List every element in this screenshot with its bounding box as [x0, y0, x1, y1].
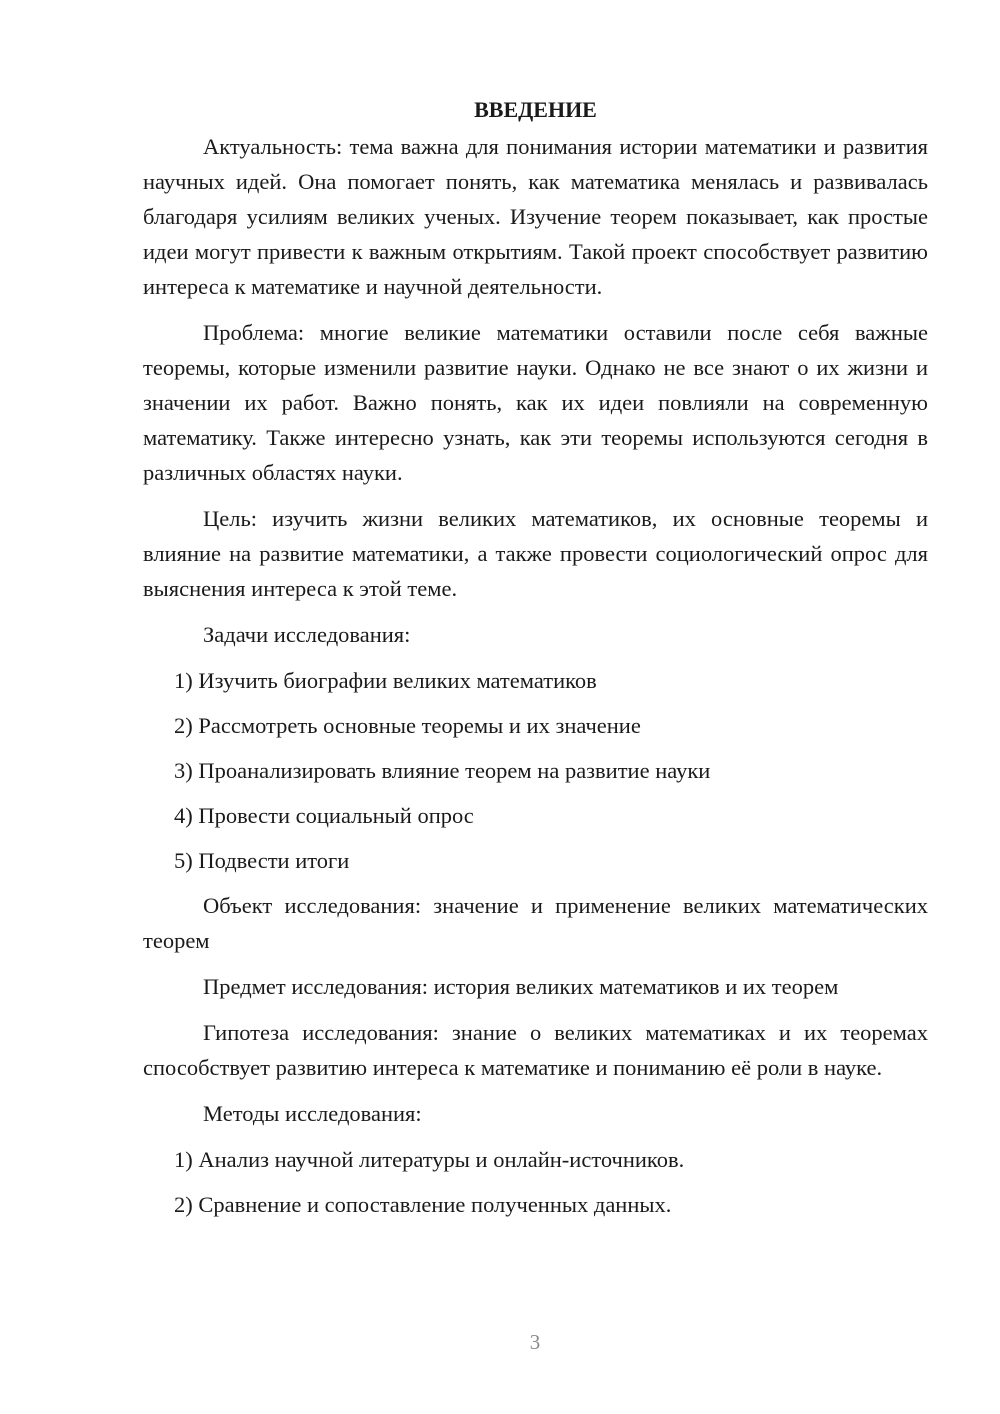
section-heading: ВВЕДЕНИЕ [474, 97, 597, 122]
hypothesis-paragraph: Гипотеза исследования: знание о великих математиках и их теоремах способствует развитию интереса к математике и пониманию её роли в науке. [143, 1020, 928, 1080]
methods-title: Методы исследования: [203, 1101, 422, 1126]
list-item: 2) Рассмотреть основные теоремы и их значение [174, 713, 641, 738]
methods-list [143, 1142, 928, 1222]
page-number: 3 [529, 1330, 541, 1354]
list-item: 2) Сравнение и сопоставление полученных данных. [174, 1192, 672, 1217]
problem-paragraph: Проблема: многие великие математики оставили после себя важные теоремы, которые изменили развитие науки. Однако не все знают о их жизни и значении их работ. Важно понять, как их идеи повлияли на современную математику. Также интересно узнать, как эти теоремы используются сегодня в различных областях науки. [143, 320, 928, 485]
tasks-title: Задачи исследования: [203, 622, 411, 647]
subject-paragraph: Предмет исследования: история великих математиков и их теорем [203, 974, 839, 999]
list-item: 5) Подвести итоги [174, 848, 350, 873]
goal-paragraph: Цель: изучить жизни великих математиков, их основные теоремы и влияние на развитие математики, а также провести социологический опрос для выяснения интереса к этой теме. [143, 506, 928, 601]
list-item: 4) Провести социальный опрос [174, 803, 474, 828]
document-page [143, 92, 928, 1232]
list-item: 1) Анализ научной литературы и онлайн-источников. [174, 1147, 685, 1172]
object-paragraph: Объект исследования: значение и применение великих математических теорем [143, 893, 928, 953]
relevance-paragraph: Актуальность: тема важна для понимания истории математики и развития научных идей. Она помогает понять, как математика менялась и развивалась благодаря усилиям великих ученых. Изучение теорем показывает, как простые идеи могут привести к важным открытиям. Такой проект способствует развитию интереса к математике и научной деятельности. [143, 134, 928, 299]
list-item: 3) Проанализировать влияние теорем на развитие науки [174, 758, 711, 783]
list-item: 1) Изучить биографии великих математиков [174, 668, 597, 693]
tasks-list [143, 663, 928, 878]
